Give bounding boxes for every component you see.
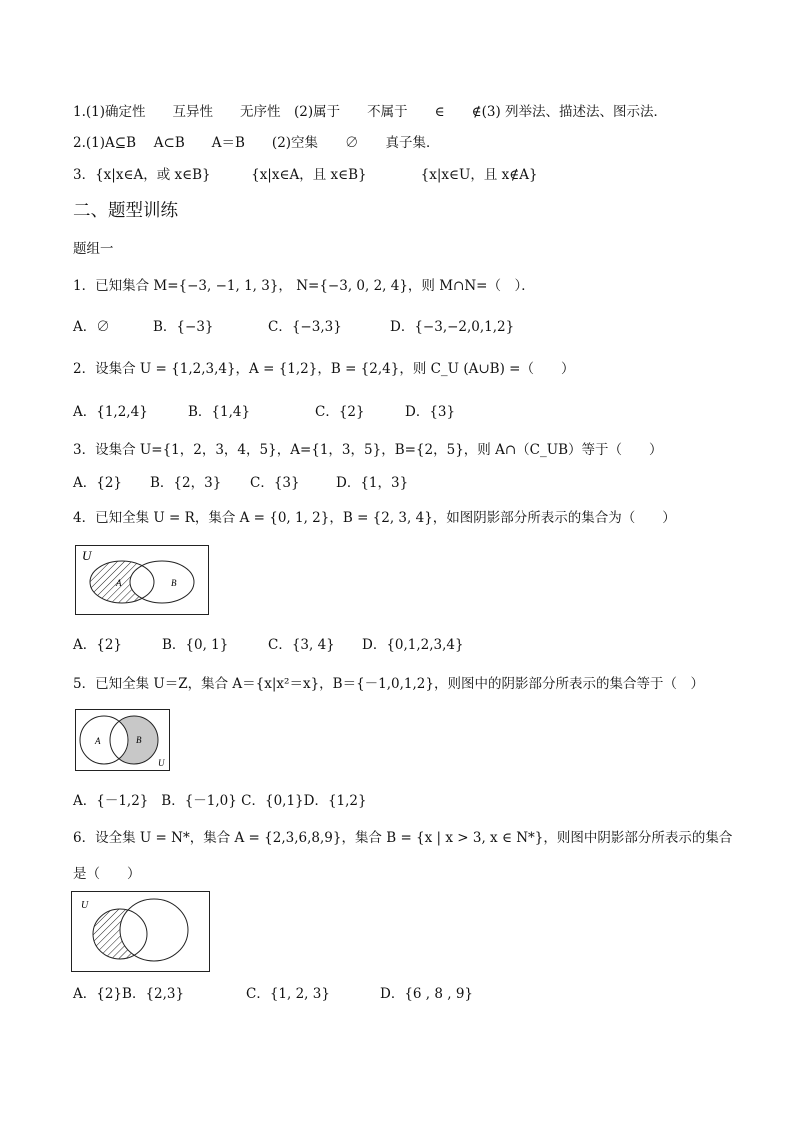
answer-line-1: 1.(1)确定性 互异性 无序性 (2)属于 不属于 ∈ ∉(3) 列举法、描述法、图示法．	[73, 104, 668, 120]
q4-option-d: D．{0,1,2,3,4}	[362, 637, 464, 653]
q1-option-a: A．∅	[73, 319, 110, 335]
question-5-stem: 5．已知全集 U＝Z，集合 A＝{x|x²＝x}，B＝{－1,0,1,2}，则图中的阴影部分所表示的集合等于（ ）	[73, 676, 704, 692]
q6-option-b: B．{2,3}	[122, 986, 185, 1002]
q2-option-c: C．{2}	[315, 404, 365, 420]
q5-option-b: B．{－1,0}	[161, 793, 237, 809]
q4-option-a: A．{2}	[73, 637, 123, 653]
q6-option-d: D．{6 , 8 , 9}	[380, 986, 474, 1002]
q4-venn-u-label: U	[82, 548, 92, 563]
q3-option-d: D．{1，3}	[336, 475, 409, 491]
q5-venn-b-label: B	[136, 735, 142, 745]
q6-venn-u-label: U	[81, 900, 89, 911]
q2-option-b: B．{1,4}	[188, 404, 251, 420]
q4-venn-diagram	[75, 545, 209, 615]
q6-option-c: C．{1, 2, 3}	[246, 986, 330, 1002]
question-1-stem: 1．已知集合 M={−3, −1, 1, 3}， N={−3, 0, 2, 4}，则 M∩N=（ ）．	[73, 278, 535, 294]
q5-option-d: D．{1,2}	[303, 793, 367, 809]
q6-option-a: A．{2}	[73, 986, 123, 1002]
q5-options	[73, 792, 367, 810]
question-6-stem-cont: 是（ ）	[73, 866, 141, 882]
question-2-stem: 2．设集合 U = {1,2,3,4}，A = {1,2}，B = {2,4}，则 C_U (A∪B) =（ ）	[73, 361, 575, 377]
q4-venn-b-label: B	[171, 578, 177, 588]
question-4-stem: 4．已知全集 U = R，集合 A = {0, 1, 2}，B = {2, 3, 4}，如图阴影部分所表示的集合为（ ）	[73, 510, 676, 526]
q6-venn-diagram	[71, 891, 210, 972]
q5-venn-a-label: A	[95, 736, 101, 746]
answer-line-2: 2.(1)A⊆B A⊂B A＝B (2)空集 ∅ 真子集．	[73, 135, 440, 151]
group-title: 题组一	[73, 241, 114, 257]
answer-line-3: 3．{x|x∈A，或 x∈B} {x|x∈A，且 x∈B} {x|x∈U，且 x∉A}	[73, 167, 538, 183]
q2-option-d: D．{3}	[405, 404, 456, 420]
q3-option-a: A．{2}	[73, 475, 123, 491]
q4-option-b: B．{0, 1}	[162, 637, 229, 653]
q3-option-b: B．{2，3}	[150, 475, 222, 491]
q1-option-b: B．{−3}	[153, 319, 214, 335]
question-6-stem: 6．设全集 U = N*，集合 A = {2,3,6,8,9}，集合 B = {x | x > 3, x ∈ N*}，则图中阴影部分所表示的集合	[73, 830, 733, 846]
q1-option-c: C．{−3,3}	[268, 319, 342, 335]
q5-option-c: C．{0,1}	[241, 793, 304, 809]
q2-option-a: A．{1,2,4}	[73, 404, 148, 420]
q6-option-ab	[73, 985, 184, 1003]
section-title: 二、题型训练	[73, 201, 178, 221]
q5-venn-u-label: U	[158, 758, 165, 768]
question-3-stem: 3．设集合 U={1，2，3，4，5}，A={1，3，5}，B={2，5}，则 A∩（C_UB）等于（ ）	[73, 442, 663, 458]
q5-venn-diagram	[75, 709, 170, 771]
q1-option-d: D．{−3,−2,0,1,2}	[390, 319, 515, 335]
q4-venn-a-label: A	[116, 578, 122, 588]
q5-option-a: A．{－1,2}	[73, 793, 149, 809]
q4-option-c: C．{3, 4}	[268, 637, 335, 653]
q3-option-c: C．{3}	[250, 475, 300, 491]
